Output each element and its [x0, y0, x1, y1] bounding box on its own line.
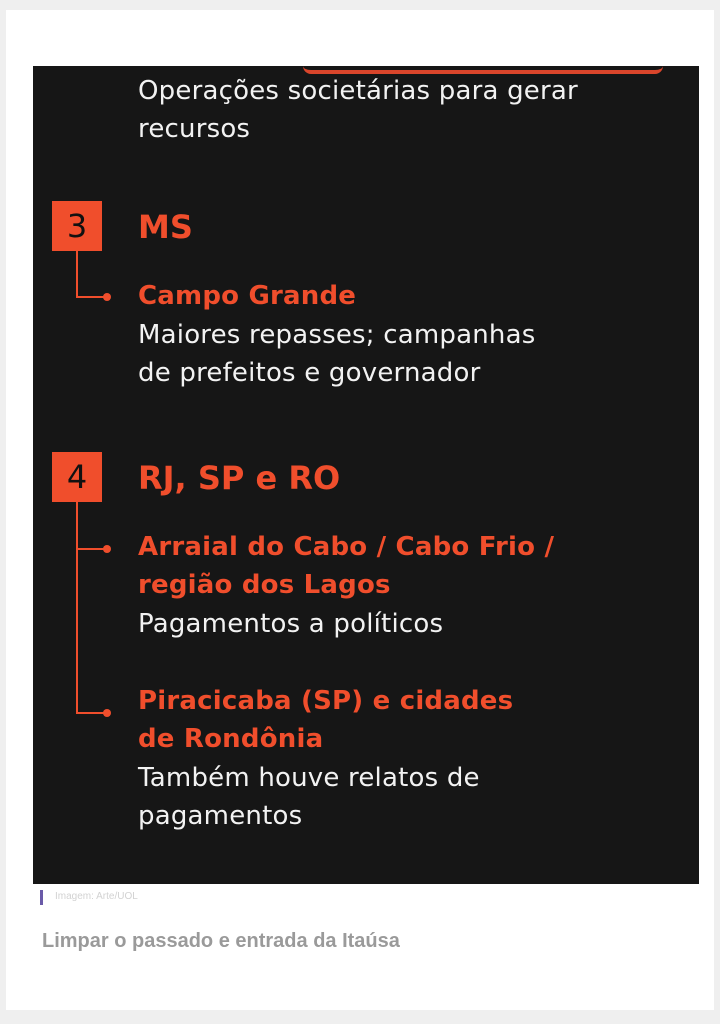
caption-accent-bar	[40, 890, 43, 905]
bullet-dot	[103, 293, 111, 301]
article-subheading: Limpar o passado e entrada da Itaúsa	[42, 930, 400, 952]
section-number-badge: 3	[52, 201, 102, 251]
place-name: Campo Grande	[138, 281, 357, 311]
infographic-image	[33, 66, 699, 884]
place-name-line-2: de Rondônia	[138, 724, 324, 754]
place-name-line-2: região dos Lagos	[138, 570, 391, 600]
place-description: Pagamentos a políticos	[138, 609, 444, 639]
place-description-line-2: de prefeitos e governador	[138, 358, 481, 388]
intro-text-line-1: Operações societárias para gerar	[138, 76, 578, 106]
section-state-title: RJ, SP e RO	[138, 459, 341, 497]
connector-branch	[76, 712, 105, 714]
place-description-line-2: pagamentos	[138, 801, 303, 831]
section-state-title: MS	[138, 208, 193, 246]
bullet-dot	[103, 709, 111, 717]
image-credit: Imagem: Arte/UOL	[55, 891, 138, 902]
intro-text-line-2: recursos	[138, 114, 251, 144]
connector-line	[76, 251, 78, 297]
connector-line	[76, 502, 78, 714]
article-card	[6, 10, 714, 1010]
connector-branch	[76, 548, 105, 550]
place-name-line-1: Piracicaba (SP) e cidades	[138, 686, 514, 716]
place-description-line-1: Maiores repasses; campanhas	[138, 320, 536, 350]
place-name-line-1: Arraial do Cabo / Cabo Frio /	[138, 532, 555, 562]
connector-branch	[76, 296, 105, 298]
place-description-line-1: Também houve relatos de	[138, 763, 480, 793]
section-number-badge: 4	[52, 452, 102, 502]
bullet-dot	[103, 545, 111, 553]
